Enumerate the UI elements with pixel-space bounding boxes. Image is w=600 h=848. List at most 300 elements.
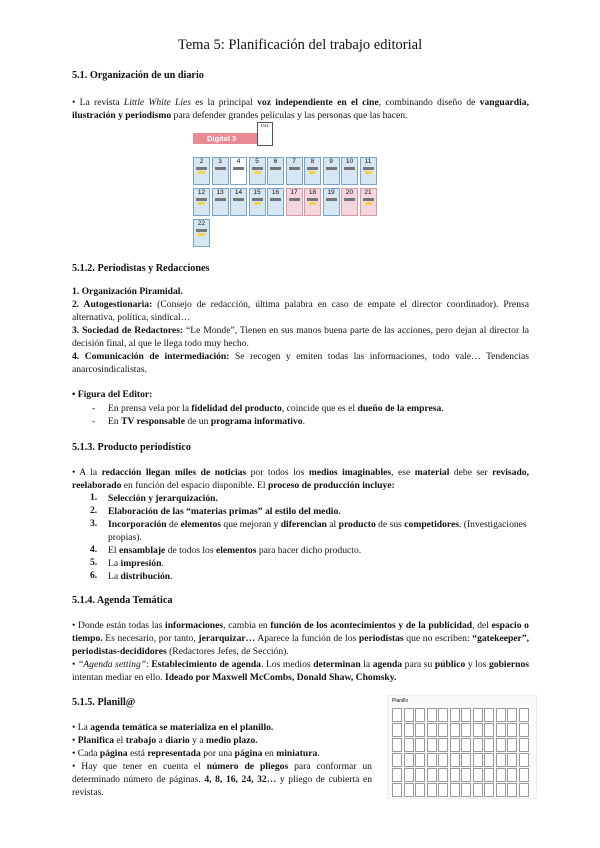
text-segment: . [441,403,444,414]
heading-5-1-2: 5.1.2. Periodistas y Redacciones [72,263,210,274]
planillo-page [392,738,402,752]
planillo-page [438,708,448,722]
text-segment: proceso de producción incluye: [267,480,395,491]
text-segment: : [146,659,152,670]
planillo-page [392,783,402,797]
planillo-page [461,753,471,767]
step-text [108,518,528,544]
text-segment: • [72,659,78,670]
planillo-page [461,783,471,797]
text-segment: determinan [313,659,361,670]
planillo-page [427,783,437,797]
planillo-page [473,708,483,722]
planillo-page [392,723,402,737]
flatplan-page [304,188,321,216]
text-segment: El [108,545,119,556]
flatplan-page [193,188,210,216]
text-segment: al [326,519,339,530]
planillo-page [415,708,425,722]
planillo-page [450,768,460,782]
flatplan-page [249,157,266,185]
planillo-page [427,723,437,737]
planillo-page [450,753,460,767]
text-segment: es la principal [191,97,258,108]
item-4-title: 4. Comunicación de intermediación: [72,351,230,362]
planillo-page [415,723,425,737]
text-segment: miniatura [276,748,318,759]
planillo-page [484,708,494,722]
step-text [108,557,528,570]
text-segment: por todos los [246,467,309,478]
text-segment: espacio o tiempo. [72,620,529,644]
highlight-placeholder [254,202,261,205]
cover-label: LWL [260,123,270,128]
text-segment: dueño de la empresa [357,403,442,414]
text-segment: producto [338,519,376,530]
text-segment: competidores [404,519,459,530]
text-segment: En prensa vela por la [108,403,192,414]
planillo-row [392,783,532,796]
text-segment: , coincide que es el [281,403,358,414]
step-text [108,492,528,505]
page-number: 9 [329,158,333,165]
text-segment: por una [200,748,235,759]
flatplan-page [360,188,377,216]
planillo-page [404,723,414,737]
item-4 [72,350,529,376]
text-segment: elementos [180,519,221,530]
heading-5-1-4: 5.1.4. Agenda Temática [72,595,173,606]
text-segment: jerarquizar… [198,633,256,644]
text-segment: La [108,558,121,569]
planillo-page [415,768,425,782]
planillo-page [507,708,517,722]
planillo-page [450,723,460,737]
page-number: 14 [234,189,243,196]
text-segment: y a [189,735,206,746]
flatplan-page [267,188,284,216]
text-placeholder [270,198,281,201]
text-segment: • Donde están todas las [72,620,166,631]
planillo-page [473,783,483,797]
text-segment: Selección y jerarquización. [108,493,218,504]
paragraph-lwl [72,96,529,122]
page-number: 5 [255,158,259,165]
text-segment: periodistas [358,633,404,644]
planillo-page [519,783,529,797]
text-segment: de un [184,416,211,427]
flatplan-page [267,157,284,185]
text-segment: , del [472,620,492,631]
flatplan-page [230,188,247,216]
planillo-page [461,738,471,752]
text-segment: . (Investigaciones propias). [108,519,527,543]
flatplan-page [286,157,303,185]
heading-5-1-3: 5.1.3. Producto periodístico [72,442,191,453]
text-segment: la [360,659,373,670]
planillo-page [404,783,414,797]
planillo-page [404,753,414,767]
text-segment: . [170,571,173,582]
planillo-page [496,738,506,752]
planillo-page [484,738,494,752]
text-segment: “gatekeeper”, periodistas-decididores [72,633,530,657]
text-placeholder [326,167,337,170]
text-segment: Ideado por Maxwell McCombs, Donald Shaw, Chomsky. [164,672,397,683]
flatplan-page [341,157,358,185]
text-segment: que no escriben: [403,633,473,644]
planillo-item-3 [72,747,377,760]
text-segment: representada [147,748,201,759]
text-segment: agenda [372,659,403,670]
planillo-page [438,738,448,752]
text-segment: . Los medios [260,659,314,670]
digital-3-flatplan [193,122,378,247]
text-segment: La [108,571,121,582]
text-segment: fidelidad del producto [191,403,282,414]
planillo-page [519,738,529,752]
planillo-page [392,753,402,767]
text-segment: medio plazo. [205,735,258,746]
text-segment: para hacer dicho producto. [256,545,362,556]
flatplan-page [304,157,321,185]
flatplan-page [249,188,266,216]
planillo-page [461,768,471,782]
text-segment: , combinando diseño de [378,97,480,108]
item-4-text: Se recogen y emiten todas las informaciones, todo vale… Tendencias anarcosindicalistas. [72,351,529,375]
highlight-placeholder [198,202,205,205]
text-segment: de [166,519,181,530]
page-number: 11 [364,158,372,165]
text-placeholder [289,167,300,170]
planillo-page [392,708,402,722]
text-segment: . [161,558,164,569]
text-segment: diferencian [280,519,327,530]
text-segment: 4, 8, 16, 24, 32… [204,774,277,785]
text-segment: y pliego de cubierta en revistas. [72,774,373,798]
text-segment: , ese [391,467,415,478]
text-segment: debe ser [449,467,493,478]
text-segment: el [114,735,126,746]
planillo-page [507,783,517,797]
text-segment: para su [402,659,435,670]
text-placeholder [363,198,374,201]
flatplan-page [360,157,377,185]
text-segment: En [108,416,122,427]
page-number: 16 [271,189,280,196]
step-text [108,544,528,557]
page-number: 17 [290,189,298,196]
page-number: 13 [216,189,224,196]
text-placeholder [196,167,207,170]
planillo-page [496,783,506,797]
editor-dash-1: - [92,403,96,414]
flatplan-page [323,157,340,185]
page-number: 22 [197,220,206,227]
planillo-page [450,783,460,797]
item-1 [72,285,529,298]
planillo-page [496,768,506,782]
text-segment: en [262,748,277,759]
text-segment: vanguardia, ilustración y periodismo [72,97,529,121]
text-segment: trabajo [125,735,157,746]
highlight-placeholder [309,171,316,174]
planillo-item-1 [72,721,377,734]
planillo-row [392,723,532,736]
planillo-page [404,738,414,752]
text-segment: • [72,735,78,746]
text-placeholder [344,167,355,170]
planillo-page [473,768,483,782]
text-segment: elementos [215,545,257,556]
text-segment: , cambia en [223,620,271,631]
planillo-page [427,768,437,782]
flatplan-page [212,188,229,216]
text-segment: voz independiente en el cine [257,97,379,108]
planillo-page [427,738,437,752]
page-number: 10 [345,158,354,165]
flatplan-page [212,157,229,185]
text-segment: informaciones [165,620,224,631]
page-number: 6 [273,158,278,165]
cover-thumbnail [257,122,273,146]
planillo-item-4 [72,760,372,799]
step-text [108,570,528,583]
planillo-page [519,768,529,782]
highlight-placeholder [198,171,205,174]
text-segment: “Agenda setting” [77,659,147,670]
page-number: 2 [199,158,204,165]
text-placeholder [215,167,226,170]
planillo-page [473,723,483,737]
text-segment: Incorporación [108,519,167,530]
text-segment: Elaboración de las “materias primas” al estilo del medio. [108,506,341,517]
page-number: 15 [253,189,261,196]
planillo-page [519,708,529,722]
paragraph-producto [72,466,529,492]
text-placeholder [215,198,226,201]
text-segment: para defender grandes películas y las personas que las hacen. [171,110,408,121]
planillo-row [392,738,532,751]
item-3-text: “Le Monde”, Tienen en sus manos buena parte de las acciones, pero dejan al director la decisión final, al que le llega todo muy hecho. [72,325,529,349]
flatplan-page [193,157,210,185]
document-title: Tema 5: Planificación del trabajo editorial [177,37,423,53]
text-segment: agenda temática se materializa en el planillo. [90,722,274,733]
text-segment: impresión [120,558,162,569]
highlight-placeholder [309,202,316,205]
text-segment: página [99,748,128,759]
text-segment: público [434,659,466,670]
planillo-item-2 [72,734,377,747]
text-segment: . [302,416,305,427]
text-segment: de todos los [165,545,216,556]
text-segment: para conformar un determinado número de páginas. [72,761,372,785]
planillo-page [519,753,529,767]
text-segment: . [317,748,320,759]
planillo-page [484,783,494,797]
text-segment: • Hay que tener en cuenta el [72,761,207,772]
planillo-page [450,738,460,752]
page-number: 20 [345,189,354,196]
planillo-page [496,723,506,737]
planillo-page [507,723,517,737]
item-3-title: 3. Sociedad de Redactores: [72,325,184,336]
flatplan-page [193,219,210,247]
text-placeholder [233,167,244,170]
highlight-placeholder [198,233,205,236]
text-placeholder [233,198,244,201]
heading-5-1: 5.1. Organización de un diario [72,70,204,81]
planillo-page [507,753,517,767]
text-placeholder [196,198,207,201]
text-segment: redacción llegan miles de noticias [101,467,247,478]
planillo-page [484,723,494,737]
heading-5-1-5: 5.1.5. Planill@ [72,697,136,708]
item-2-text: (Consejo de redacción, última palabra en caso de empate el director coordinador). Prensa alternativa, política, sindical… [72,299,529,323]
step-number: 3. [90,518,98,529]
text-segment: Es necesario, por tanto, [102,633,199,644]
planillo-page [473,738,483,752]
planillo-page [427,708,437,722]
planillo-image [387,695,537,799]
page-number: 18 [308,189,317,196]
page-number: 8 [310,158,315,165]
text-segment: Establecimiento de agenda [151,659,261,670]
page-number: 7 [292,158,296,165]
flatplan-page [286,188,303,216]
step-number: 2. [90,505,98,516]
page-number: 3 [218,158,222,165]
item-3 [72,324,529,350]
text-segment: Planifica [77,735,115,746]
text-segment: • Cada [72,748,100,759]
text-segment: está [127,748,148,759]
item-1-text: 1. Organización Piramidal. [72,286,183,297]
planillo-page [438,753,448,767]
text-segment: número de pliegos [206,761,289,772]
text-placeholder [307,198,318,201]
text-segment: y los [465,659,489,670]
text-segment: función de los acontecimientos y de la publicidad [270,620,473,631]
planillo-page [473,753,483,767]
planillo-page [438,783,448,797]
text-placeholder [289,198,300,201]
highlight-placeholder [365,202,372,205]
planillo-page [496,708,506,722]
planillo-page [404,708,414,722]
text-segment: revisado, reelaborado [72,467,529,491]
text-placeholder [307,167,318,170]
text-segment: programa informativo [210,416,303,427]
planillo-page [496,753,506,767]
item-2-title: 2. Autogestionaria: [72,299,153,310]
planillo-page [438,768,448,782]
text-placeholder [196,229,207,232]
planillo-image-label: Planillo [392,698,409,704]
planillo-page [461,708,471,722]
planillo-page [438,723,448,737]
flatplan-page [341,188,358,216]
text-segment: Aparece la función de los [255,633,359,644]
text-segment: distribución [120,571,171,582]
planillo-page [415,738,425,752]
planillo-page [519,723,529,737]
planillo-page [415,783,425,797]
planillo-page [392,768,402,782]
editor-dash-2: - [92,416,96,427]
planillo-page [404,768,414,782]
item-2 [72,298,529,324]
planillo-page [484,753,494,767]
text-placeholder [252,167,263,170]
step-number: 1. [90,492,98,503]
text-segment: página [234,748,263,759]
text-placeholder [270,167,281,170]
highlight-placeholder [254,171,261,174]
planillo-page [450,708,460,722]
flatplan-page [230,157,247,185]
planillo-page [461,723,471,737]
planillo-page [484,768,494,782]
editor-item-2 [108,415,528,428]
text-segment: Little White Lies [123,97,192,108]
text-segment: de sus [375,519,405,530]
text-placeholder [326,198,337,201]
text-segment: • A la [72,467,102,478]
text-placeholder [363,167,374,170]
planillo-page [427,753,437,767]
text-segment: diario [165,735,190,746]
text-segment: • La revista [72,97,124,108]
step-number: 6. [90,570,98,581]
editor-heading-text: • Figura del Editor: [72,389,153,400]
text-placeholder [252,198,263,201]
text-segment: (Redactores Jefes, de Sección). [166,646,289,657]
page-number: 12 [197,189,206,196]
text-segment: medios imaginables [308,467,392,478]
text-placeholder [344,198,355,201]
step-number: 5. [90,557,98,568]
text-segment: ensamblaje [118,545,166,556]
page-number: 19 [327,189,335,196]
paragraph-agenda [72,619,529,658]
editor-item-1 [108,402,528,415]
editor-heading [72,388,529,401]
page-number: 4 [236,158,241,165]
paragraph-agenda-setting [72,658,529,684]
planillo-page [415,753,425,767]
planillo-row [392,753,532,766]
text-segment: gobiernos [489,659,529,670]
text-segment: • La [72,722,91,733]
highlight-placeholder [365,171,372,174]
planillo-row [392,708,532,721]
step-number: 4. [90,544,98,555]
text-segment: intentan mediar en ello. [72,672,165,683]
text-segment: material [414,467,450,478]
planillo-page [507,738,517,752]
page-number: 21 [364,189,372,196]
planillo-row [392,768,532,781]
text-segment: en función del espacio disponible. El [121,480,268,491]
planillo-page [507,768,517,782]
step-text [108,505,528,518]
text-segment: TV responsable [121,416,185,427]
text-segment: a [156,735,166,746]
text-segment: que mejoran y [221,519,281,530]
flatplan-page [323,188,340,216]
digital-3-label: Digital 3 [193,133,258,144]
